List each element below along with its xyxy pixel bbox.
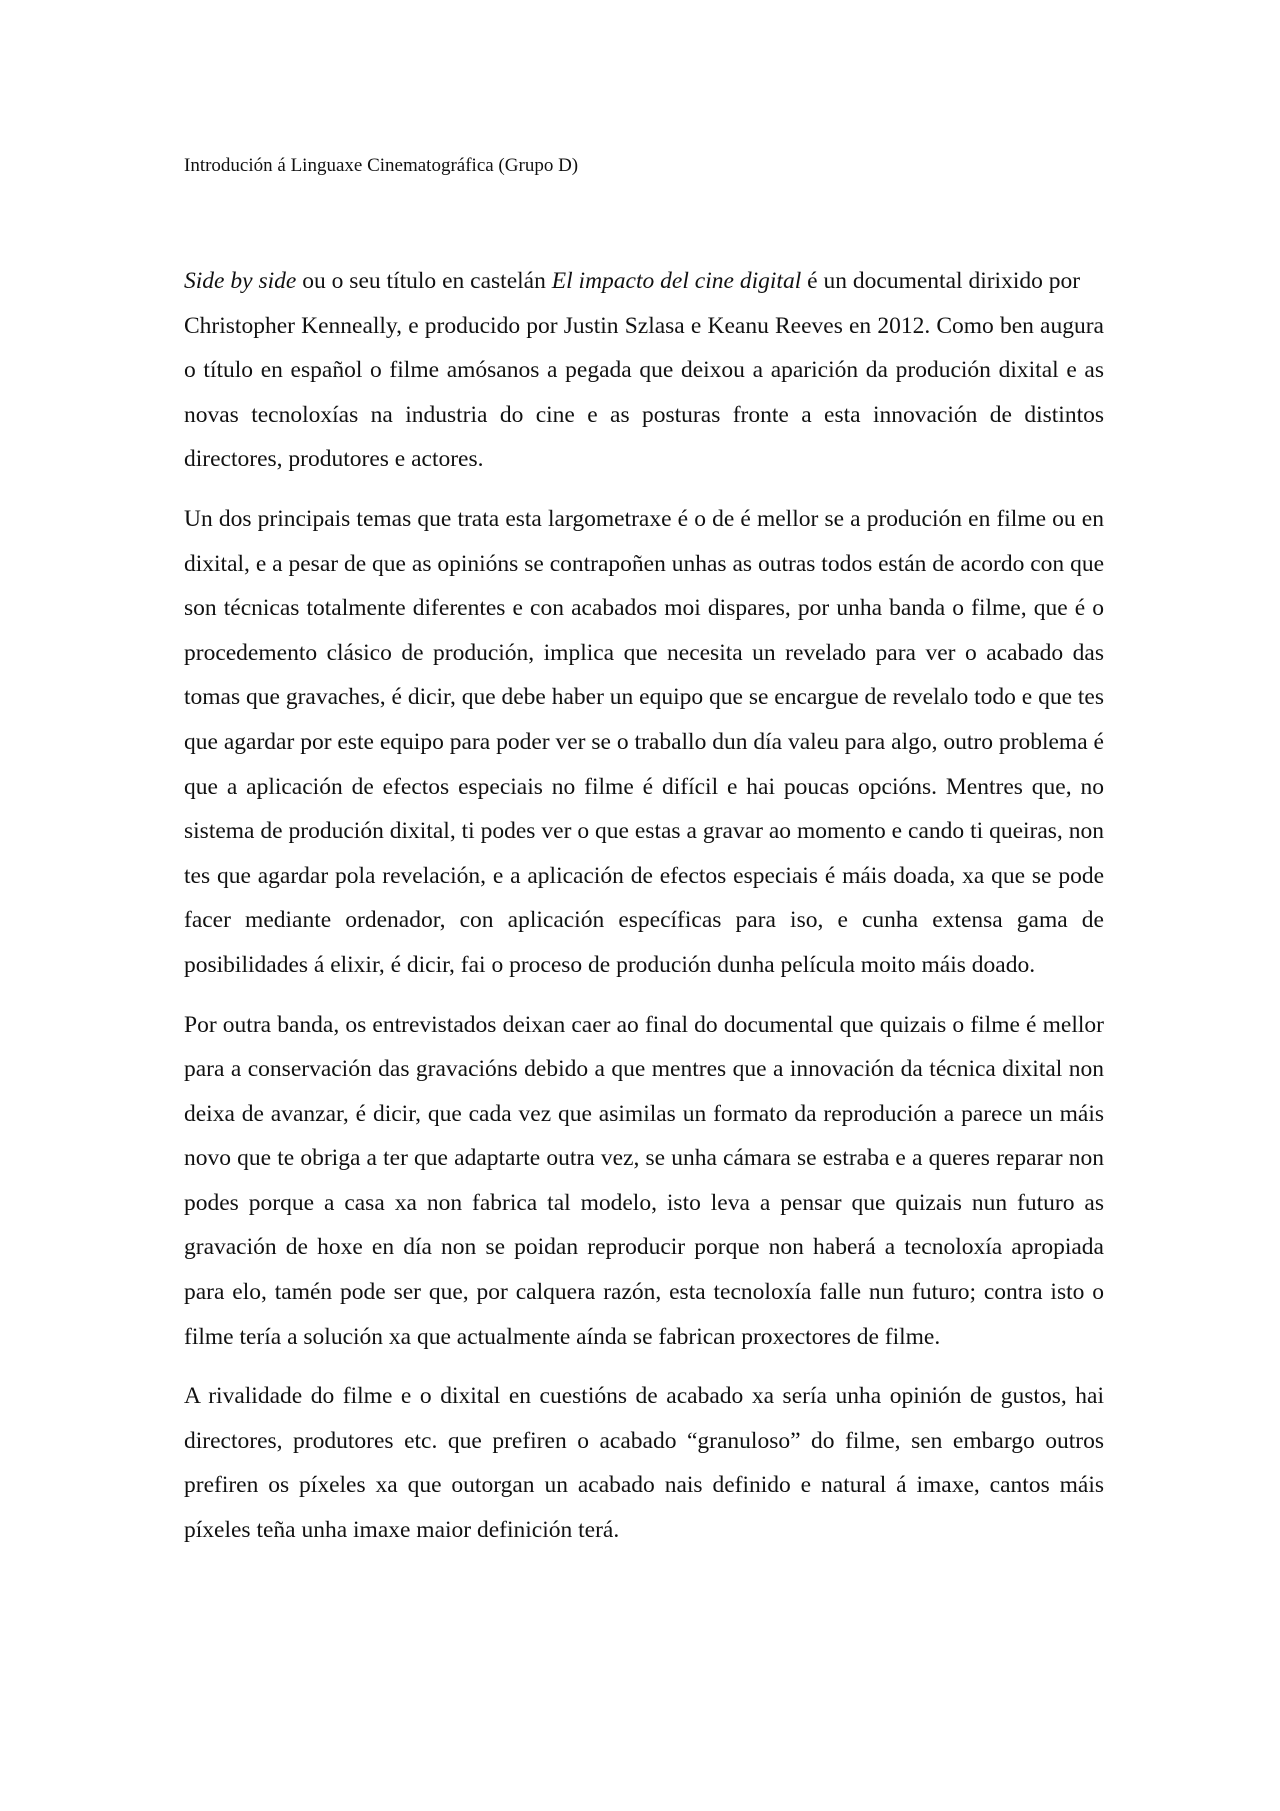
paragraph-1-text-a: ou o seu título en castelán <box>296 268 552 294</box>
course-header: Introdución á Linguaxe Cinematográfica (Grupo D) <box>184 155 579 176</box>
paragraph-1 <box>184 259 1104 482</box>
paragraph-2: Un dos principais temas que trata esta largometraxe é o de é mellor se a produción en filme ou en dixital, e a pesar de que as opinións se contrapoñen unhas as outras todos están de acordo con que son técnicas totalmente diferentes e con acabados moi dispares, por unha banda o filme, que é o procedemento clásico de produción, implica que necesita un revelado para ver o acabado das tomas que gravaches, é dicir, que debe haber un equipo que se encargue de revelalo todo e que tes que agardar por este equipo para poder ver se o traballo dun día valeu para algo, outro problema é que a aplicación de efectos especiais no filme é difícil e hai poucas opcións. Mentres que, no sistema de produción dixital, ti podes ver o que estas a gravar ao momento e cando ti queiras, non tes que agardar pola revelación, e a aplicación de efectos especiais é máis doada, xa que se pode facer mediante ordenador, con aplicación específicas para iso, e cunha extensa gama de posibilidades á elixir, é dicir, fai o proceso de produción dunha película moito máis doado. <box>184 505 1104 978</box>
film-title-english: Side by side <box>184 268 297 294</box>
film-title-spanish: El impacto del cine digital <box>551 268 802 294</box>
paragraph-1-text-c: Christopher Kenneally, e producido por Justin Szlasa e Keanu Reeves en 2012. Como ben augura o título en español o filme amósanos a pegada que deixou a aparición da produción dixital e as novas tecnoloxías na industria do cine e as posturas fronte a esta innovación de distintos directores, produtores e actores. <box>184 312 1104 473</box>
document-body <box>184 259 1104 1568</box>
paragraph-4: A rivalidade do filme e o dixital en cuestións de acabado xa sería unha opinión de gustos, hai directores, produtores etc. que prefiren o acabado “granuloso” do filme, sen embargo outros prefiren os píxeles xa que outorgan un acabado nais definido e natural á imaxe, cantos máis píxeles teña unha imaxe maior definición terá. <box>184 1383 1104 1544</box>
paragraph-1-text-b: é un documental dirixido por <box>801 268 1086 294</box>
paragraph-3: Por outra banda, os entrevistados deixan caer ao final do documental que quizais o filme é mellor para a conservación das gravacións debido a que mentres que a innovación da técnica dixital non deixa de avanzar, é dicir, que cada vez que asimilas un formato da reprodución a parece un máis novo que te obriga a ter que adaptarte outra vez, se unha cámara se estraba e a queres reparar non podes porque a casa xa non fabrica tal modelo, isto leva a pensar que quizais nun futuro as gravación de hoxe en día non se poidan reproducir porque non haberá a tecnoloxía apropiada para elo, tamén pode ser que, por calquera razón, esta tecnoloxía falle nun futuro; contra isto o filme tería a solución xa que actualmente aínda se fabrican proxectores de filme. <box>184 1011 1104 1350</box>
